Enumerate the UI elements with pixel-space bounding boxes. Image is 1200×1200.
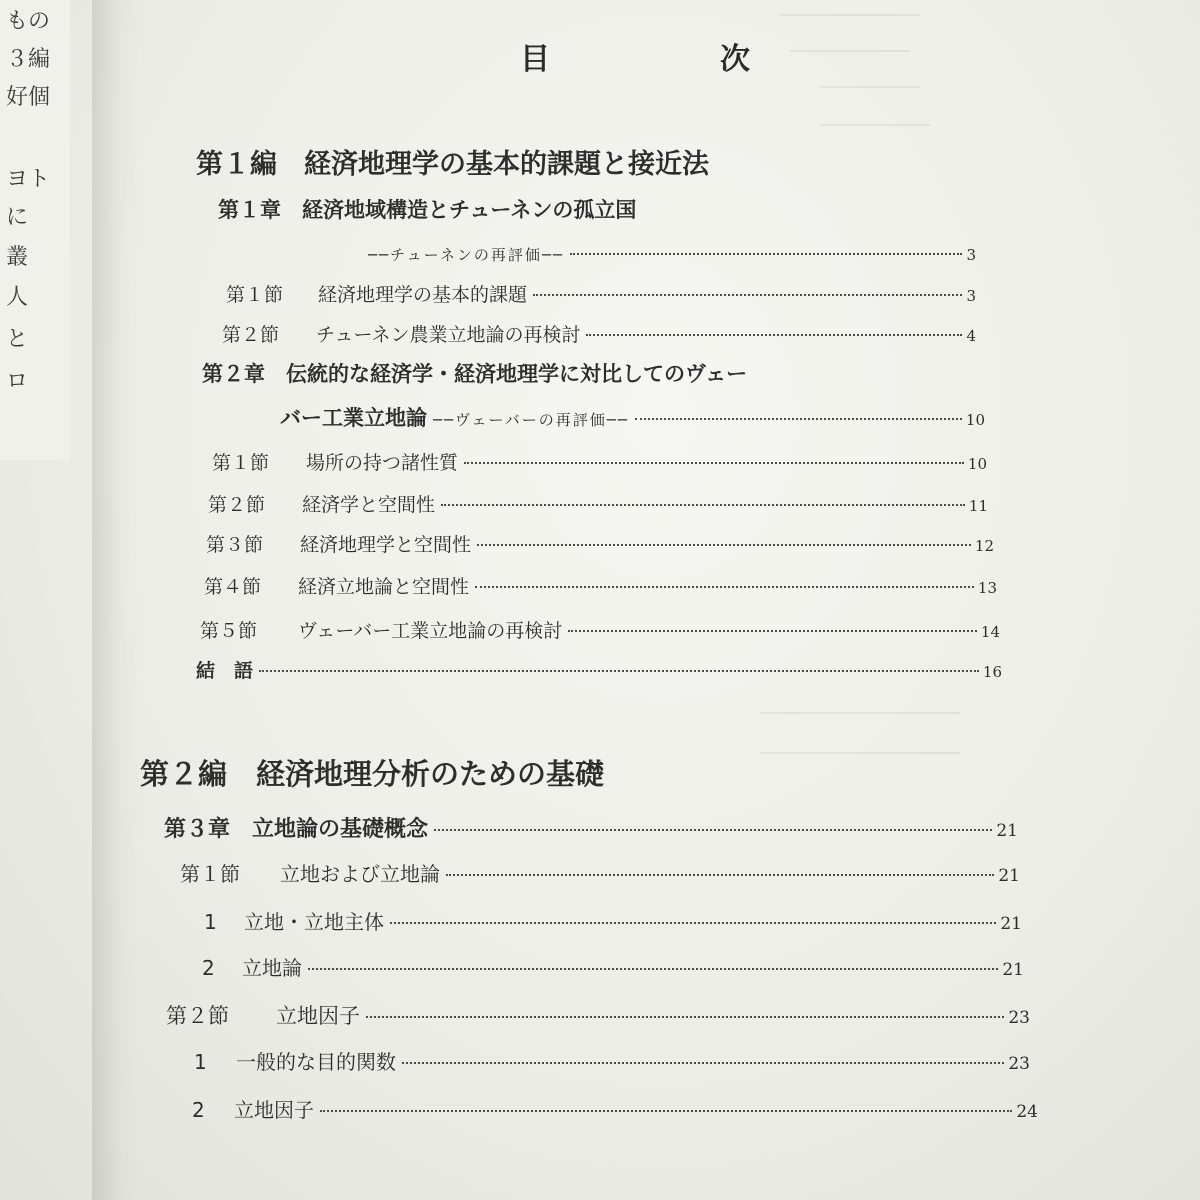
toc-entry (226, 280, 976, 307)
leader-dots (475, 586, 974, 588)
chapter-subtitle: ──ヴェーバーの再評価── (433, 411, 629, 429)
section-number: 第１節 (212, 452, 270, 474)
chapter-title-continued: バー工業立地論 (280, 406, 427, 430)
chapter-title: 第３章 立地論の基礎概念 (164, 817, 429, 842)
page-number: 16 (982, 663, 1002, 681)
page-number: 10 (967, 455, 987, 473)
toc-entry (280, 402, 985, 432)
page-number: 11 (968, 497, 988, 515)
page-number: 21 (998, 866, 1020, 886)
part-title: 第２編 経済地理分析のための基礎 (140, 757, 605, 791)
toc-entry (206, 530, 994, 557)
part-heading (140, 752, 604, 793)
toc-entry (200, 616, 1000, 643)
book-gutter (92, 0, 140, 1200)
page-number: 24 (1016, 1102, 1038, 1122)
section-title: チューネン農業立地論の再検討 (316, 324, 581, 346)
page-number: 4 (966, 327, 976, 345)
leader-dots (464, 462, 964, 464)
chapter-title: 第２章 伝統的な経済学・経済地理学に対比してのヴェー (202, 362, 748, 386)
leader-dots (320, 1110, 1012, 1112)
chapter-title: 第１章 経済地域構造とチューネンの孤立国 (218, 198, 637, 222)
facing-page-text: 叢 (6, 245, 29, 270)
toc-entry (196, 656, 1002, 683)
toc-entry (208, 490, 988, 517)
toc-entry (180, 858, 1020, 887)
section-title: 立地因子 (276, 1004, 360, 1028)
leader-dots (366, 1016, 1004, 1018)
leader-dots (568, 630, 977, 632)
item-title: 一般的な目的関数 (236, 1050, 396, 1074)
toc-entry (368, 244, 976, 265)
page-number: 3 (966, 246, 976, 264)
item-number: 2 (192, 1098, 205, 1122)
facing-page-text: ロ (6, 369, 29, 394)
section-number: 第３節 (206, 534, 264, 556)
leader-dots (586, 334, 962, 336)
toc-entry (204, 572, 997, 599)
page-number: 23 (1008, 1008, 1030, 1028)
item-title: 立地・立地主体 (244, 910, 384, 934)
page-number: 21 (1000, 914, 1022, 934)
page-number: 21 (996, 821, 1018, 841)
leader-dots (308, 968, 998, 970)
section-number: 第２節 (222, 324, 280, 346)
page-number: 23 (1008, 1054, 1030, 1074)
toc-entry (192, 1094, 1038, 1123)
leader-dots (402, 1062, 1004, 1064)
item-title: 立地因子 (234, 1098, 314, 1122)
leader-dots (446, 874, 994, 876)
facing-page-text: ヨト (6, 167, 51, 192)
toc-entry (166, 1000, 1030, 1030)
section-title: 経済地理学の基本的課題 (318, 284, 528, 306)
page-title: 目 次 (520, 42, 820, 77)
chapter-heading (202, 358, 747, 388)
facing-page-text: ３編 (6, 47, 51, 72)
section-number: 第１節 (226, 284, 284, 306)
chapter-subtitle: ──チューネンの再評価── (368, 246, 564, 264)
leader-dots (635, 418, 962, 420)
facing-page-text: 人 (6, 285, 29, 310)
toc-entry (212, 448, 987, 475)
leader-dots (434, 829, 992, 831)
conclusion-title: 結 語 (196, 660, 254, 682)
part-heading (196, 142, 709, 181)
section-title: 経済学と空間性 (302, 494, 436, 516)
toc-entry (194, 1046, 1030, 1075)
page-number: 10 (965, 411, 985, 429)
facing-page-edge (0, 0, 70, 460)
section-title: 立地および立地論 (280, 862, 440, 886)
page-number: 3 (966, 287, 976, 305)
chapter-heading (218, 194, 636, 224)
item-number: 1 (194, 1050, 207, 1074)
leader-dots (533, 294, 962, 296)
section-title: ヴェーバー工業立地論の再検討 (298, 620, 563, 642)
section-title: 場所の持つ諸性質 (306, 452, 459, 474)
facing-page-text: もの (6, 9, 51, 34)
toc-entry (222, 320, 976, 347)
page-number: 14 (980, 623, 1000, 641)
section-number: 第４節 (204, 576, 262, 598)
toc-entry (202, 952, 1024, 981)
section-number: 第１節 (180, 862, 240, 886)
section-title: 経済立地論と空間性 (298, 576, 470, 598)
page-number: 12 (974, 537, 994, 555)
facing-page-text: 好個 (6, 85, 51, 110)
leader-dots (477, 544, 971, 546)
toc-entry (204, 906, 1022, 935)
leader-dots (570, 253, 963, 255)
item-title: 立地論 (242, 956, 302, 980)
facing-page-text: と (6, 327, 29, 352)
leader-dots (390, 922, 996, 924)
section-number: 第５節 (200, 620, 258, 642)
page-number: 21 (1002, 960, 1024, 980)
section-number: 第２節 (208, 494, 266, 516)
item-number: 2 (202, 956, 215, 980)
facing-page-text: に (6, 205, 29, 230)
part-title: 第１編 経済地理学の基本的課題と接近法 (196, 149, 709, 180)
section-title: 経済地理学と空間性 (300, 534, 472, 556)
leader-dots (259, 670, 979, 672)
page-number: 13 (977, 579, 997, 597)
leader-dots (441, 504, 965, 506)
section-number: 第２節 (166, 1004, 229, 1028)
item-number: 1 (204, 910, 217, 934)
toc-entry (164, 812, 1018, 843)
